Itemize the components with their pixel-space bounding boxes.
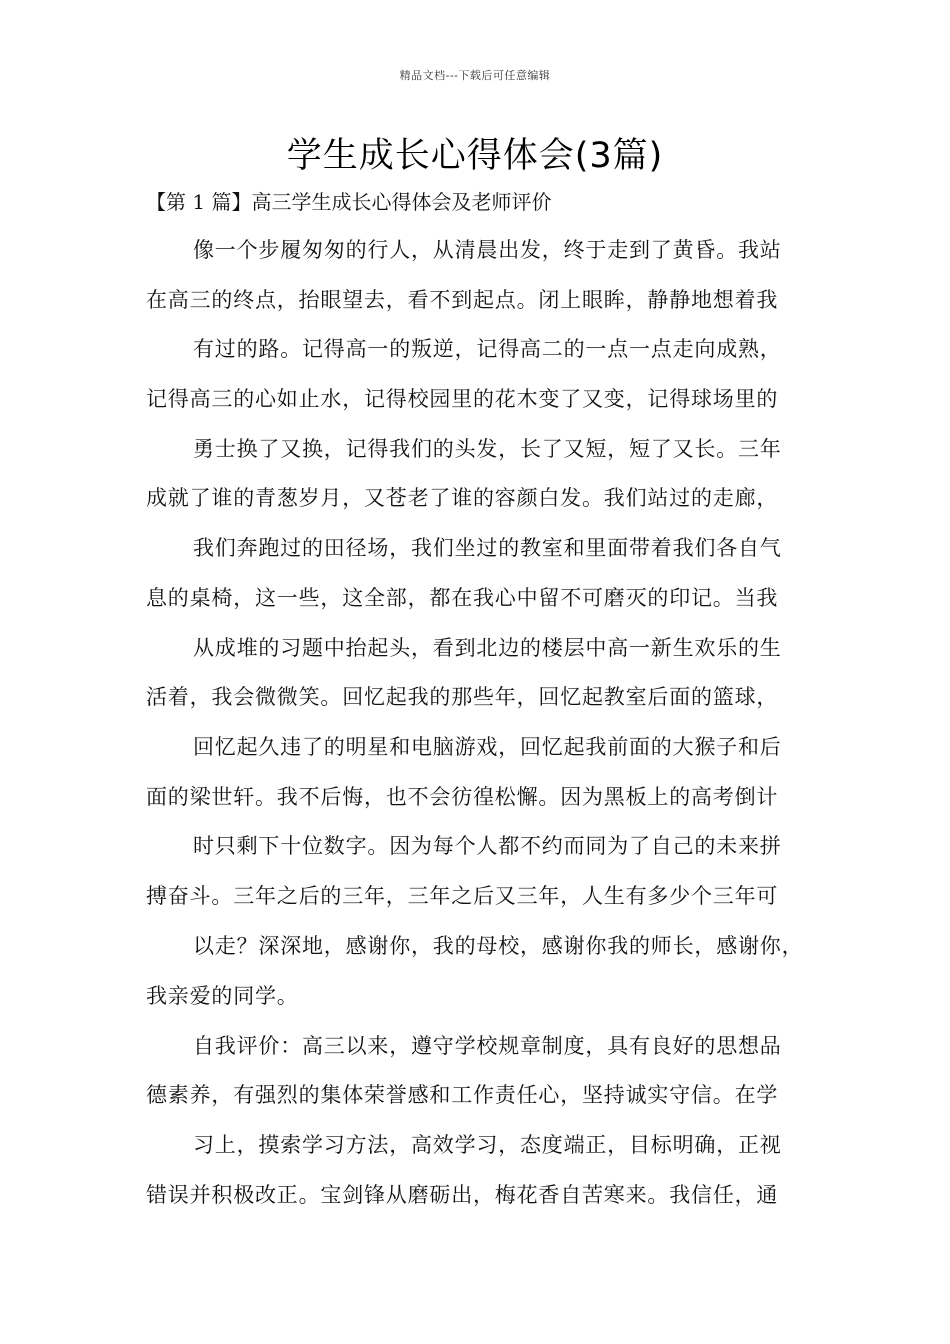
body-line: 搏奋斗。三年之后的三年，三年之后又三年，人生有多少个三年可: [146, 884, 779, 908]
body-line: 息的桌椅，这一些，这全部，都在我心中留不可磨灭的印记。当我: [146, 586, 779, 610]
body-line: 习上，摸索学习方法，高效学习，态度端正，目标明确，正视: [193, 1133, 782, 1157]
body-line: 像一个步履匆匆的行人，从清晨出发，终于走到了黄昏。我站: [193, 238, 782, 262]
body-line: 以走？深深地，感谢你，我的母校，感谢你我的师长，感谢你，: [193, 934, 804, 958]
body-line: 在高三的终点，抬眼望去，看不到起点。闭上眼眸，静静地想着我: [146, 288, 779, 312]
header-note: 精品文档---下载后可任意编辑: [399, 69, 551, 82]
body-line: 回忆起久违了的明星和电脑游戏，回忆起我前面的大猴子和后: [193, 735, 782, 759]
body-line: 活着，我会微微笑。回忆起我的那些年，回忆起教室后面的篮球，: [146, 685, 779, 709]
body-line: 时只剩下十位数字。因为每个人都不约而同为了自己的未来拼: [193, 834, 782, 858]
body-line: 错误并积极改正。宝剑锋从磨砺出，梅花香自苦寒来。我信任，通: [146, 1183, 779, 1207]
body-line: 记得高三的心如止水，记得校园里的花木变了又变，记得球场里的: [146, 387, 779, 411]
body-line: 勇士换了又换，记得我们的头发，长了又短，短了又长。三年: [193, 437, 782, 461]
body-line: 我们奔跑过的田径场，我们坐过的教室和里面带着我们各自气: [193, 536, 782, 560]
section-heading: 【第 1 篇】高三学生成长心得体会及老师评价: [146, 190, 552, 214]
body-line: 有过的路。记得高一的叛逆，记得高二的一点一点走向成熟，: [193, 337, 782, 361]
document-title: 学生成长心得体会(3篇): [286, 136, 664, 176]
body-line: 德素养，有强烈的集体荣誉感和工作责任心，坚持诚实守信。在学: [146, 1083, 779, 1107]
body-line: 从成堆的习题中抬起头，看到北边的楼层中高一新生欢乐的生: [193, 636, 782, 660]
body-line: 成就了谁的青葱岁月，又苍老了谁的容颜白发。我们站过的走廊，: [146, 486, 779, 510]
body-line: 面的梁世轩。我不后悔，也不会彷徨松懈。因为黑板上的高考倒计: [146, 785, 779, 809]
body-line: 自我评价：高三以来，遵守学校规章制度，具有良好的思想品: [193, 1034, 782, 1058]
body-line: 我亲爱的同学。: [146, 984, 299, 1008]
